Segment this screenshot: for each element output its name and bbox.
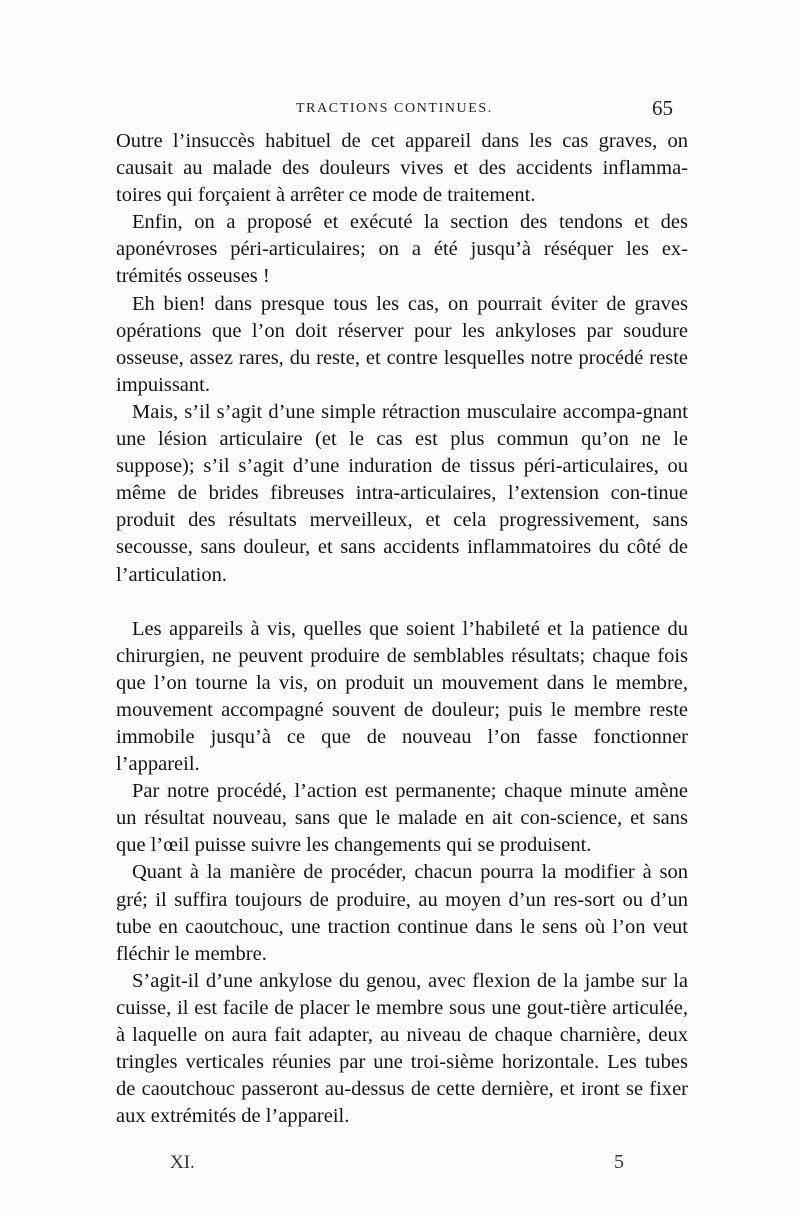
- signature-number: 5: [614, 1151, 624, 1173]
- paragraph: Enfin, on a proposé et exécuté la section des tendons et des aponévroses péri-articulaires; on a été jusqu’à réséquer les ex-trémités osseuses !: [116, 211, 688, 288]
- paragraph: S’agit-il d’une ankylose du genou, avec flexion de la jambe sur la cuisse, il est facile de placer le membre sous une gout-tière articulée, à laquelle on aura fait adapter, au niveau de chaque charnière, deux tringles verticales réunies par une troi-sième horizontale. Les tubes de caoutchouc passeront au-dessus de cette dernière, et iront se fixer aux extrémités de l’appareil.: [116, 969, 688, 1128]
- running-head: TRACTIONS CONTINUES.: [296, 101, 493, 116]
- paragraph: Mais, s’il s’agit d’une simple rétraction musculaire accompa-gnant une lésion articulaire (et le cas est plus commun qu’on ne le suppose); s’il s’agit d’une induration de tissus péri-articulaires, ou même de brides fibreuses intra-articulaires, l’extension con-tinue produit des résultats merveilleux, et cela progressivement, sans secousse, sans douleur, et sans accidents inflammatoires du côté de l’articulation.: [116, 400, 688, 586]
- signature-mark: XI.: [170, 1152, 195, 1173]
- paragraph: Les appareils à vis, quelles que soient l’habileté et la patience du chirurgien, ne peuvent produire de semblables résultats; chaque fois que l’on tourne la vis, on produit un mouvement dans le membre, mouvement accompagné souvent de douleur; puis le membre reste immobile jusqu’à ce que de nouveau l’on fasse fonctionner l’appareil.: [116, 617, 688, 776]
- paragraph: Par notre procédé, l’action est permanente; chaque minute amène un résultat nouveau, sans que le malade en ait con-science, et sans que l’œil puisse suivre les changements qui se produisent.: [116, 780, 688, 857]
- paragraph: Eh bien! dans presque tous les cas, on pourrait éviter de graves opérations que l’on doit réserver pour les ankyloses par soudure osseuse, assez rares, du reste, et contre lesquelles notre procédé reste impuissant.: [116, 292, 688, 396]
- body-text: [116, 128, 688, 1130]
- paragraph: Quant à la manière de procéder, chacun pourra la modifier à son gré; il suffira toujours de produire, au moyen d’un res-sort ou d’un tube en caoutchouc, une traction continue dans le sens où l’on veut fléchir le membre.: [116, 861, 688, 965]
- page-number: 65: [652, 96, 673, 120]
- paragraph: Outre l’insuccès habituel de cet appareil dans les cas graves, on causait au malade des douleurs vives et des accidents inflamma-toires qui forçaient à arrêter ce mode de traitement.: [116, 130, 688, 207]
